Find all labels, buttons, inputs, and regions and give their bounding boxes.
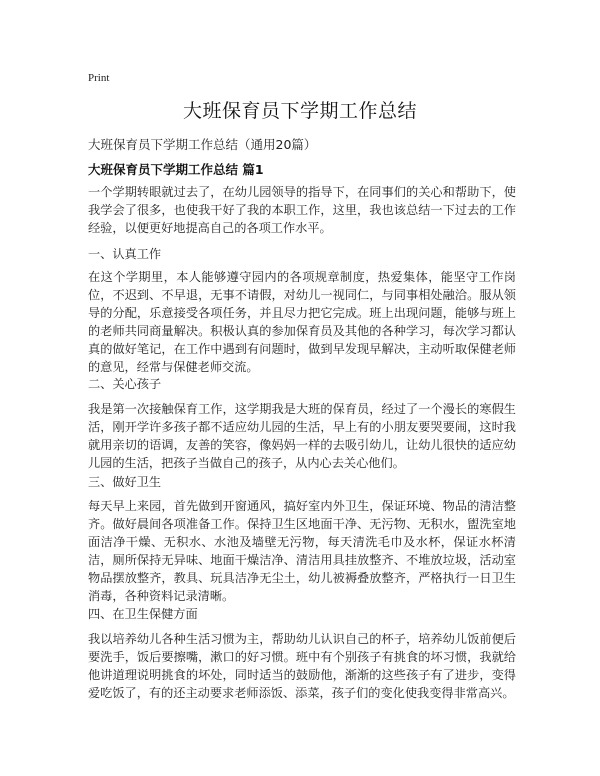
print-link[interactable]: Print — [88, 72, 110, 84]
section-heading: 三、做好卫生 — [88, 475, 162, 489]
section-body: 我是第一次接触保育工作，这学期我是大班的保育员，经过了一个漫长的寒假生活，刚开学许多孩子都不适应幼儿园的生活，早上有的小朋友要哭要闹，这时我就用亲切的语调，友善的笑容，像妈妈一样的去吸引幼儿，让幼儿很快的适应幼儿园的生活，把孩子当做自己的孩子，从内心去关心他们。 — [88, 402, 516, 470]
section-heading: 一、认真工作 — [88, 247, 162, 261]
intro-paragraph: 一个学期转眼就过去了，在幼儿园领导的指导下，在同事们的关心和帮助下，使我学会了很多，也使我干好了我的本职工作，这里，我也该总结一下过去的工作经验，以便更好地提高自己的各项工作水平。 — [88, 185, 516, 235]
section-heading: 二、关心孩子 — [88, 377, 162, 391]
document-subtitle: 大班保育员下学期工作总结（通用20篇） — [88, 137, 317, 152]
section-body: 每天早上来园，首先做到开窗通风，搞好室内外卫生，保证环境、物品的清洁整齐。做好晨间各项准备工作。保持卫生区地面干净、无污物、无积水，盥洗室地面洁净干燥、无积水、水池及墙壁无污物，每天清洗毛巾及水杯，保证水杯清洁，厕所保持无异味、地面干燥洁净、清洁用具挂放整齐、不堆放垃圾，活动室物品摆放整齐，教具、玩具洁净无尘土，幼儿被褥叠放整齐，严格执行一日卫生消毒，各种资料记录清晰。 — [88, 499, 516, 603]
section-body: 我以培养幼儿各种生活习惯为主，帮助幼儿认识自己的杯子，培养幼儿饭前便后要洗手，饭后要擦嘴，漱口的好习惯。班中有个别孩子有挑食的坏习惯，我就给他讲道理说明挑食的坏处，同时适当的鼓励他，渐渐的这些孩子有了进步，变得爱吃饭了，有的还主动要求老师添饭、添菜，孩子们的变化使我变得非常高兴。 — [88, 632, 516, 700]
article-title: 大班保育员下学期工作总结 篇1 — [88, 162, 264, 177]
section-heading: 四、在卫生保健方面 — [88, 607, 198, 621]
section-body: 在这个学期里，本人能够遵守园内的各项规章制度，热爱集体，能坚守工作岗位，不迟到、不早退，无事不请假，对幼儿一视同仁，与同事相处融洽。服从领导的分配，乐意接受各项任务，并且尽力把它完成。班上出现问题，能够与班上的老师共同商量解决。积极认真的参加保育员及其他的各种学习，每次学习都认真的做好笔记，在工作中遇到有问题时，做到早发现早解决，主动听取保健老师的意见，经常与保健老师交流。 — [88, 270, 516, 374]
document-title: 大班保育员下学期工作总结 — [182, 100, 417, 122]
